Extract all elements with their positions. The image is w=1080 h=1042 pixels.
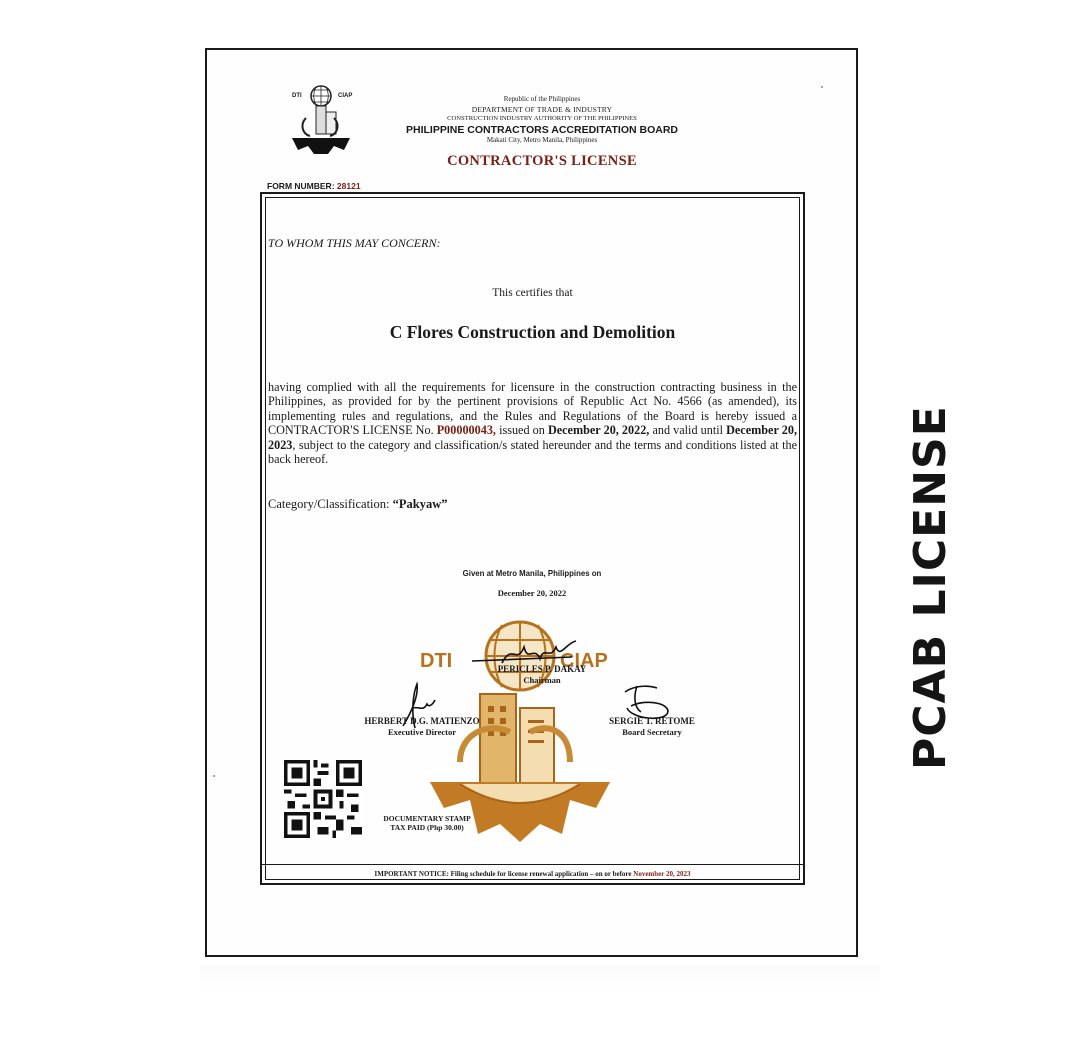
signatory-name: HERBERT D.G. MATIENZO [364,716,480,726]
seal-dti-text: DTI [420,650,453,672]
category-classification [268,497,448,512]
letterhead-line-dti: DEPARTMENT OF TRADE & INDUSTRY [471,104,613,114]
letterhead-line-republic: Republic of the Philippines [503,95,581,103]
category-label: Category/Classification: [268,497,393,511]
signatory-name: PERICLES P. DAKAY [497,664,587,674]
valid-until-date: December 20, 2023 [268,423,797,452]
signatory-chairman [462,664,622,686]
form-number-value: 28121 [336,181,361,191]
notice-divider [262,864,803,865]
page-shadow [200,965,880,995]
company-name: C Flores Construction and Demolition [389,322,676,342]
category-value: “Pakyaw” [392,497,448,511]
given-date: December 20, 2022 [497,588,567,598]
pcab-logo-icon [282,80,360,158]
signatory-title: Chairman [523,675,561,685]
seal-ciap-text: CIAP [560,650,608,672]
license-number: P00000043, [436,423,496,438]
document-title: CONTRACTOR'S LICENSE [447,153,637,169]
documentary-stamp: DOCUMENTARY STAMP TAX PAID (Php 30.00) [383,814,471,832]
important-notice: IMPORTANT NOTICE: Filing schedule for license renewal application – on or before November 20, 2023 [374,870,691,878]
letterhead-line-pcab: PHILIPPINE CONTRACTORS ACCREDITATION BOARD [405,123,679,136]
given-at: Given at Metro Manila, Philippines on [462,568,602,578]
qr-code-icon [284,760,362,838]
side-label: PCAB LICENSE [905,405,956,770]
renewal-deadline: November 20, 2023 [633,870,691,878]
signatory-name: SERGIE T. RETOME [609,716,695,726]
signatory-executive-director [347,716,497,738]
license-document [205,48,858,957]
letterhead-line-ciap: CONSTRUCTION INDUSTRY AUTHORITY OF THE PHILIPPINES [447,115,637,122]
certifies-line: This certifies that [492,287,573,299]
license-paragraph: having complied with all the requirements for licensure in the construction contracting business in the Philippines, as provided for by the pertinent provisions of Republic Act No. 4566 (as amended), its implementing rules and regulations, and the Rules and Regulations of the Board is hereby issued a CONTRACTOR'S LICENSE No. P00000043, issued on December 20, 2022, and valid until December 20, 2023, subject to the category and classification/s stated hereunder and the terms and conditions listed at the back hereof. [268,380,797,467]
form-number [267,181,361,191]
issued-date: December 20, 2022, [547,423,650,438]
signatory-board-secretary [592,716,712,738]
signatory-title: Board Secretary [622,727,682,737]
ciap-label: CIAP [338,93,353,99]
letterhead-line-address: Makati City, Metro Manila, Philippines [486,135,598,144]
dti-label: DTI [292,93,302,99]
salutation: TO WHOM THIS MAY CONCERN: [268,236,441,250]
signatory-title: Executive Director [387,727,457,737]
form-number-label: FORM NUMBER: [267,181,335,191]
certificate-frame [260,192,805,885]
letterhead [387,95,697,145]
